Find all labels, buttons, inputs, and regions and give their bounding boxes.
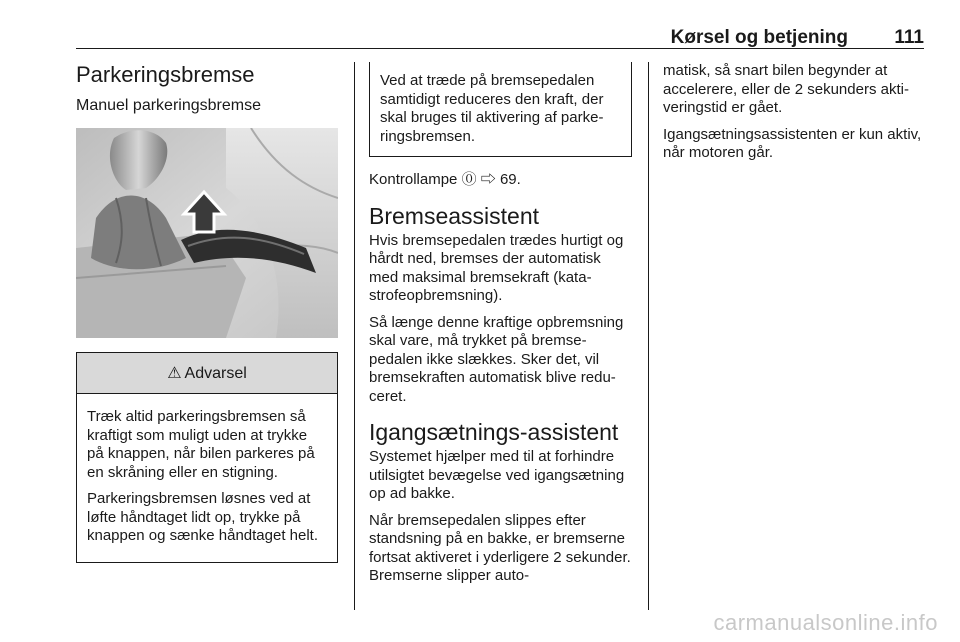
hill-start-note: Igangsætningsassistenten er kun aktiv, når motoren går. — [663, 125, 922, 161]
control-lamp-reference — [369, 171, 634, 190]
note-box — [369, 62, 632, 157]
column-divider — [648, 62, 649, 610]
warning-paragraph: Træk altid parkeringsbremsen så kraftigt som muligt uden at trykke på knappen, når bilen parkeres på en skråning eller en stigning. — [87, 408, 315, 481]
page-number: 111 — [894, 27, 924, 48]
hill-start-assist-title: Igangsætnings-assistent — [369, 419, 619, 445]
watermark: carmanualsonline.info — [713, 610, 938, 635]
section-title: Parkeringsbremse — [76, 62, 255, 87]
warning-title: Advarsel — [184, 365, 247, 382]
continued-paragraph: matisk, så snart bilen begynder at accelerere, eller de 2 sekunders aktiveringstid er gået. — [663, 62, 909, 116]
hill-start-paragraph: Systemet hjælper med til at forhindre utilsigtet bevægelse ved igangsætning op ad bakke. — [369, 448, 625, 502]
header-title: Kørsel og betjening — [670, 27, 848, 48]
column-3 — [663, 62, 928, 171]
parking-brake-illustration — [76, 128, 338, 338]
brake-assist-paragraph: Så længe denne kraftige opbremsning skal vare, må trykket på bremsepedalen ikke slækkes. Sker det, vil bremsekraften automatisk blive reduceret. — [369, 313, 624, 405]
note-text: Ved at træde på bremsepedalen samtidigt reduceres den kraft, der skal bruges til aktivering af parkeringsbremsen. — [380, 72, 604, 145]
page-ref-arrow-icon: ⇨ — [480, 171, 496, 188]
brake-lamp-icon: ⓪ — [461, 171, 477, 188]
warning-box — [76, 352, 338, 563]
column-2 — [369, 62, 634, 594]
brake-assist-paragraph: Hvis bremsepedalen trædes hurtigt og hårdt ned, bremses der automatisk med maksimal bremsekraft (katastrofeopbremsning). — [369, 231, 624, 304]
hill-start-paragraph: Når bremsepedalen slippes efter standsning på en bakke, er bremserne fortsat aktiveret i yderligere 2 sekunder. Bremserne slipper auto- — [369, 511, 631, 584]
warning-paragraph: Parkeringsbremsen løsnes ved at løfte håndtaget lidt op, trykke på knappen og sænke håndtaget helt. — [87, 490, 319, 544]
header-rule — [76, 48, 924, 49]
control-lamp-label: Kontrollampe — [369, 171, 458, 188]
parking-brake-photo — [76, 128, 338, 338]
warning-triangle-icon: ⚠ — [167, 365, 182, 382]
brake-assist-title: Bremseassistent — [369, 202, 540, 229]
subsection-title: Manuel parkeringsbremse — [76, 97, 261, 114]
column-1 — [76, 62, 338, 563]
page-ref-link[interactable]: 69. — [499, 171, 521, 188]
warning-box-body — [77, 394, 337, 562]
column-divider — [354, 62, 355, 610]
warning-box-header — [77, 352, 337, 394]
